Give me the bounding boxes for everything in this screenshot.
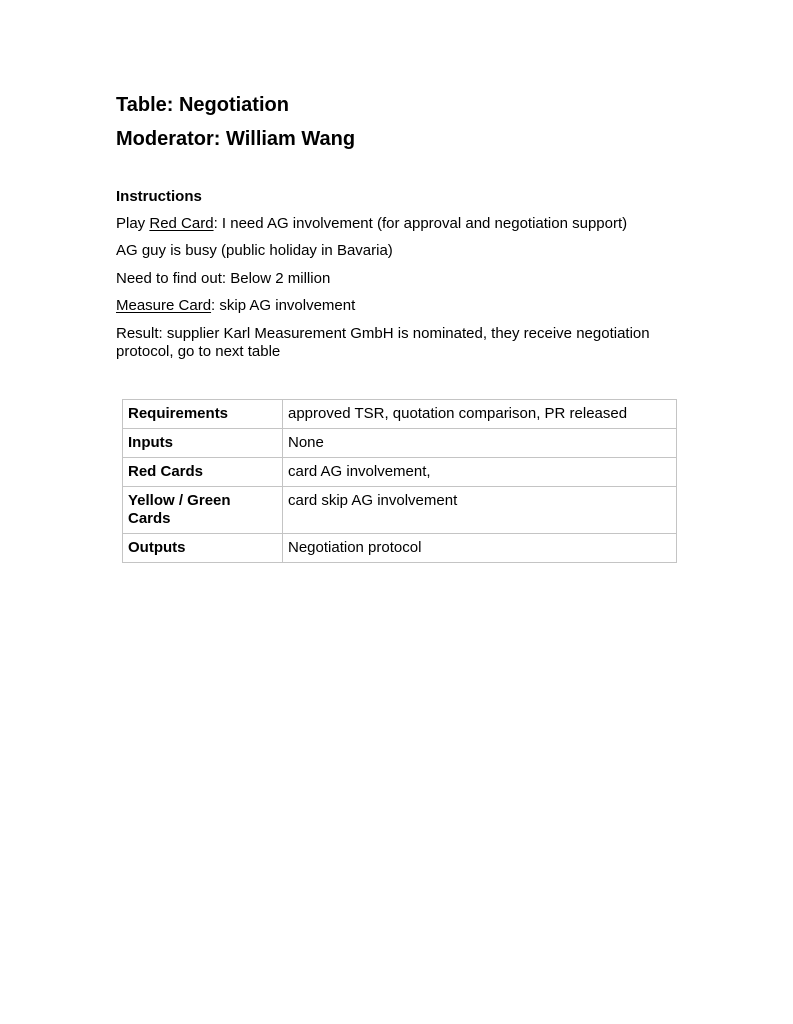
table-row — [123, 429, 677, 458]
row-value: Negotiation protocol — [283, 534, 677, 563]
row-key: Outputs — [123, 534, 283, 563]
row-key: Red Cards — [123, 458, 283, 487]
busy-line: AG guy is busy (public holiday in Bavaria) — [116, 242, 393, 259]
table-row — [123, 534, 677, 563]
play-red-card-line — [116, 215, 627, 233]
card-info-table — [122, 399, 677, 563]
play-suffix: : I need AG involvement (for approval and negotiation support) — [213, 215, 628, 232]
measure-card-link[interactable]: Measure Card — [116, 297, 212, 314]
page-title: Table: Negotiation — [116, 94, 289, 116]
instructions-label: Instructions — [116, 188, 202, 205]
find-out-line: Need to find out: Below 2 million — [116, 270, 331, 287]
row-key: Yellow / Green Cards — [123, 487, 283, 534]
table-row — [123, 487, 677, 534]
row-value: approved TSR, quotation comparison, PR released — [283, 400, 677, 429]
row-value: None — [283, 429, 677, 458]
row-key: Requirements — [123, 400, 283, 429]
row-key: Inputs — [123, 429, 283, 458]
measure-card-line — [116, 297, 355, 315]
play-prefix: Play — [116, 215, 150, 232]
red-card-link[interactable]: Red Card — [149, 215, 214, 232]
table-row — [123, 458, 677, 487]
row-value: card AG involvement, — [283, 458, 677, 487]
measure-suffix: : skip AG involvement — [211, 297, 356, 314]
result-paragraph: Result: supplier Karl Measurement GmbH is nominated, they receive negotiation protocol, go to next table — [116, 325, 650, 360]
table-row — [123, 400, 677, 429]
row-value: card skip AG involvement — [283, 487, 677, 534]
moderator-heading: Moderator: William Wang — [116, 128, 356, 150]
